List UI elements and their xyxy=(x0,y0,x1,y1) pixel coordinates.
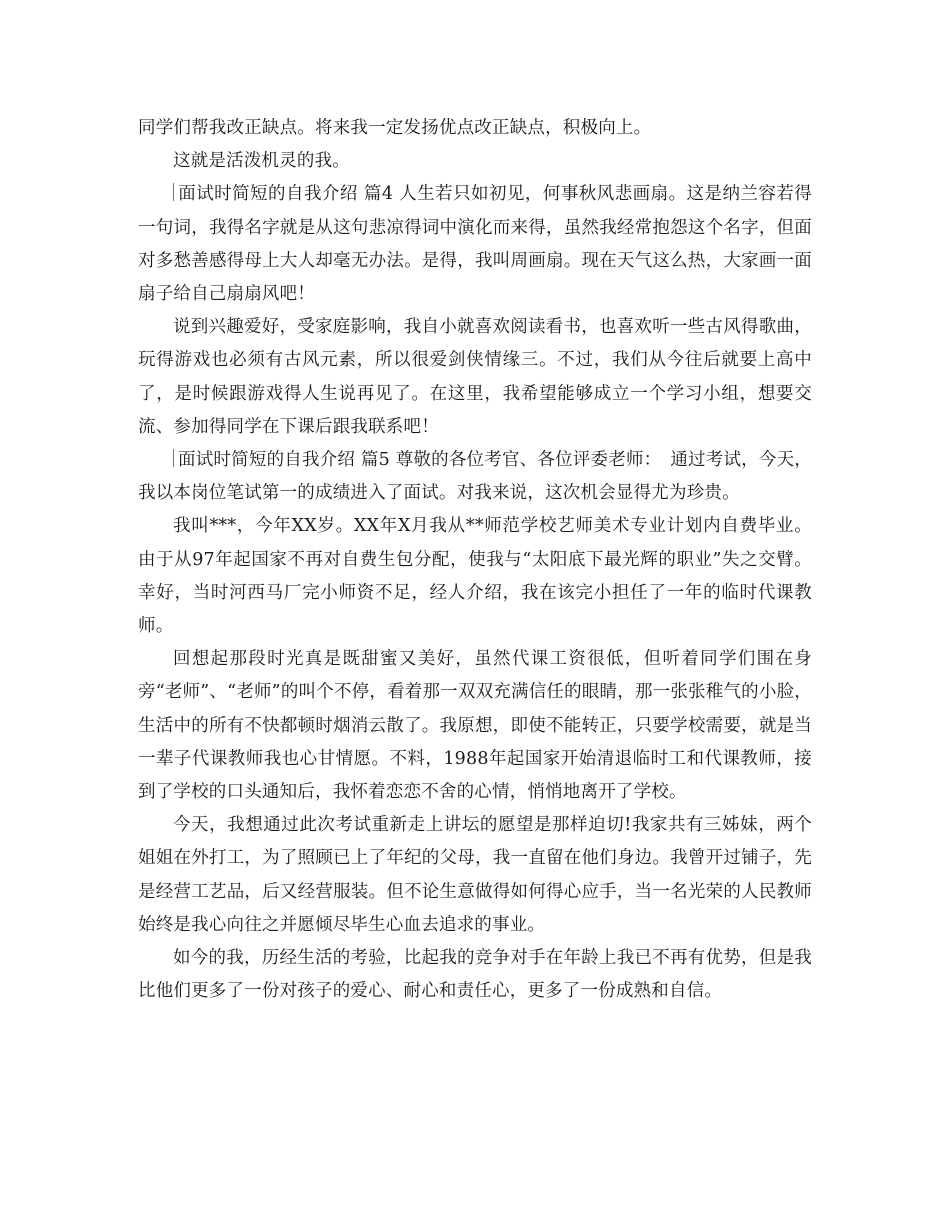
section-marker xyxy=(173,183,174,201)
paragraph-5 xyxy=(138,444,812,510)
paragraph-9: 如今的我，历经生活的考验，比起我的竞争对手在年龄上我已不再有优势，但是我比他们更多了一份对孩子的爱心、耐心和责任心，更多了一份成熟和自信。 xyxy=(138,948,812,1002)
paragraph-8: 今天，我想通过此次考试重新走上讲坛的愿望是那样迫切!我家共有三姊妹，两个姐姐在外打工，为了照顾已上了年纪的父母，我一直留在他们身边。我曾开过铺子，先是经营工艺品，后又经营服装。但不论生意做得如何得心应手，当一名光荣的人民教师始终是我心向往之并愿倾尽毕生心血去追求的事业。 xyxy=(138,815,812,935)
paragraph-3 xyxy=(138,178,812,311)
paragraph-7: 回想起那段时光真是既甜蜜又美好，虽然代课工资很低，但听着同学们围在身旁“老师”、“老师”的叫个不停，看着那一双双充满信任的眼睛，那一张张稚气的小脸，生活中的所有不快都顿时烟消云散了。我原想，即使不能转正，只要学校需要，就是当一辈子代课教师我也心甘情愿。不料，1988年起国家开始清退临时工和代课教师，接到了学校的口头通知后，我怀着恋恋不舍的心情，悄悄地离开了学校。 xyxy=(138,649,812,803)
paragraph-6: 我叫***，今年XX岁。XX年X月我从**师范学校艺师美术专业计划内自费毕业。由于从97年起国家不再对自费生包分配，使我与“太阳底下最光辉的职业”失之交臂。幸好，当时河西马厂完小师资不足，经人介绍，我在该完小担任了一年的临时代课教师。 xyxy=(138,516,812,637)
paragraph-5-text: 面试时简短的自我介绍 篇5 尊敬的各位考官、各位评委老师： 通过考试，今天，我以本岗位笔试第一的成绩进入了面试。对我来说，这次机会显得尤为珍贵。 xyxy=(138,450,812,504)
section-marker xyxy=(173,449,174,467)
paragraph-1: 同学们帮我改正缺点。将来我一定发扬优点改正缺点，积极向上。 xyxy=(138,118,652,138)
paragraph-4: 说到兴趣爱好，受家庭影响，我自小就喜欢阅读看书，也喜欢听一些古风得歌曲，玩得游戏也必须有古风元素，所以很爱剑侠情缘三。不过，我们从今往后就要上高中了，是时候跟游戏得人生说再见了。在这里，我希望能够成立一个学习小组，想要交流、参加得同学在下课后跟我联系吧！ xyxy=(138,317,812,437)
document-body xyxy=(138,112,812,1008)
paragraph-2: 这就是活泼机灵的我。 xyxy=(173,151,350,172)
paragraph-3-text: 面试时简短的自我介绍 篇4 人生若只如初见，何事秋风悲画扇。这是纳兰容若得一句词，我得名字就是从这句悲凉得词中演化而来得，虽然我经常抱怨这个名字，但面对多愁善感得母上大人却毫无办法。是得，我叫周画扇。现在天气这么热，大家画一面扇子给自己扇扇风吧！ xyxy=(138,184,812,305)
